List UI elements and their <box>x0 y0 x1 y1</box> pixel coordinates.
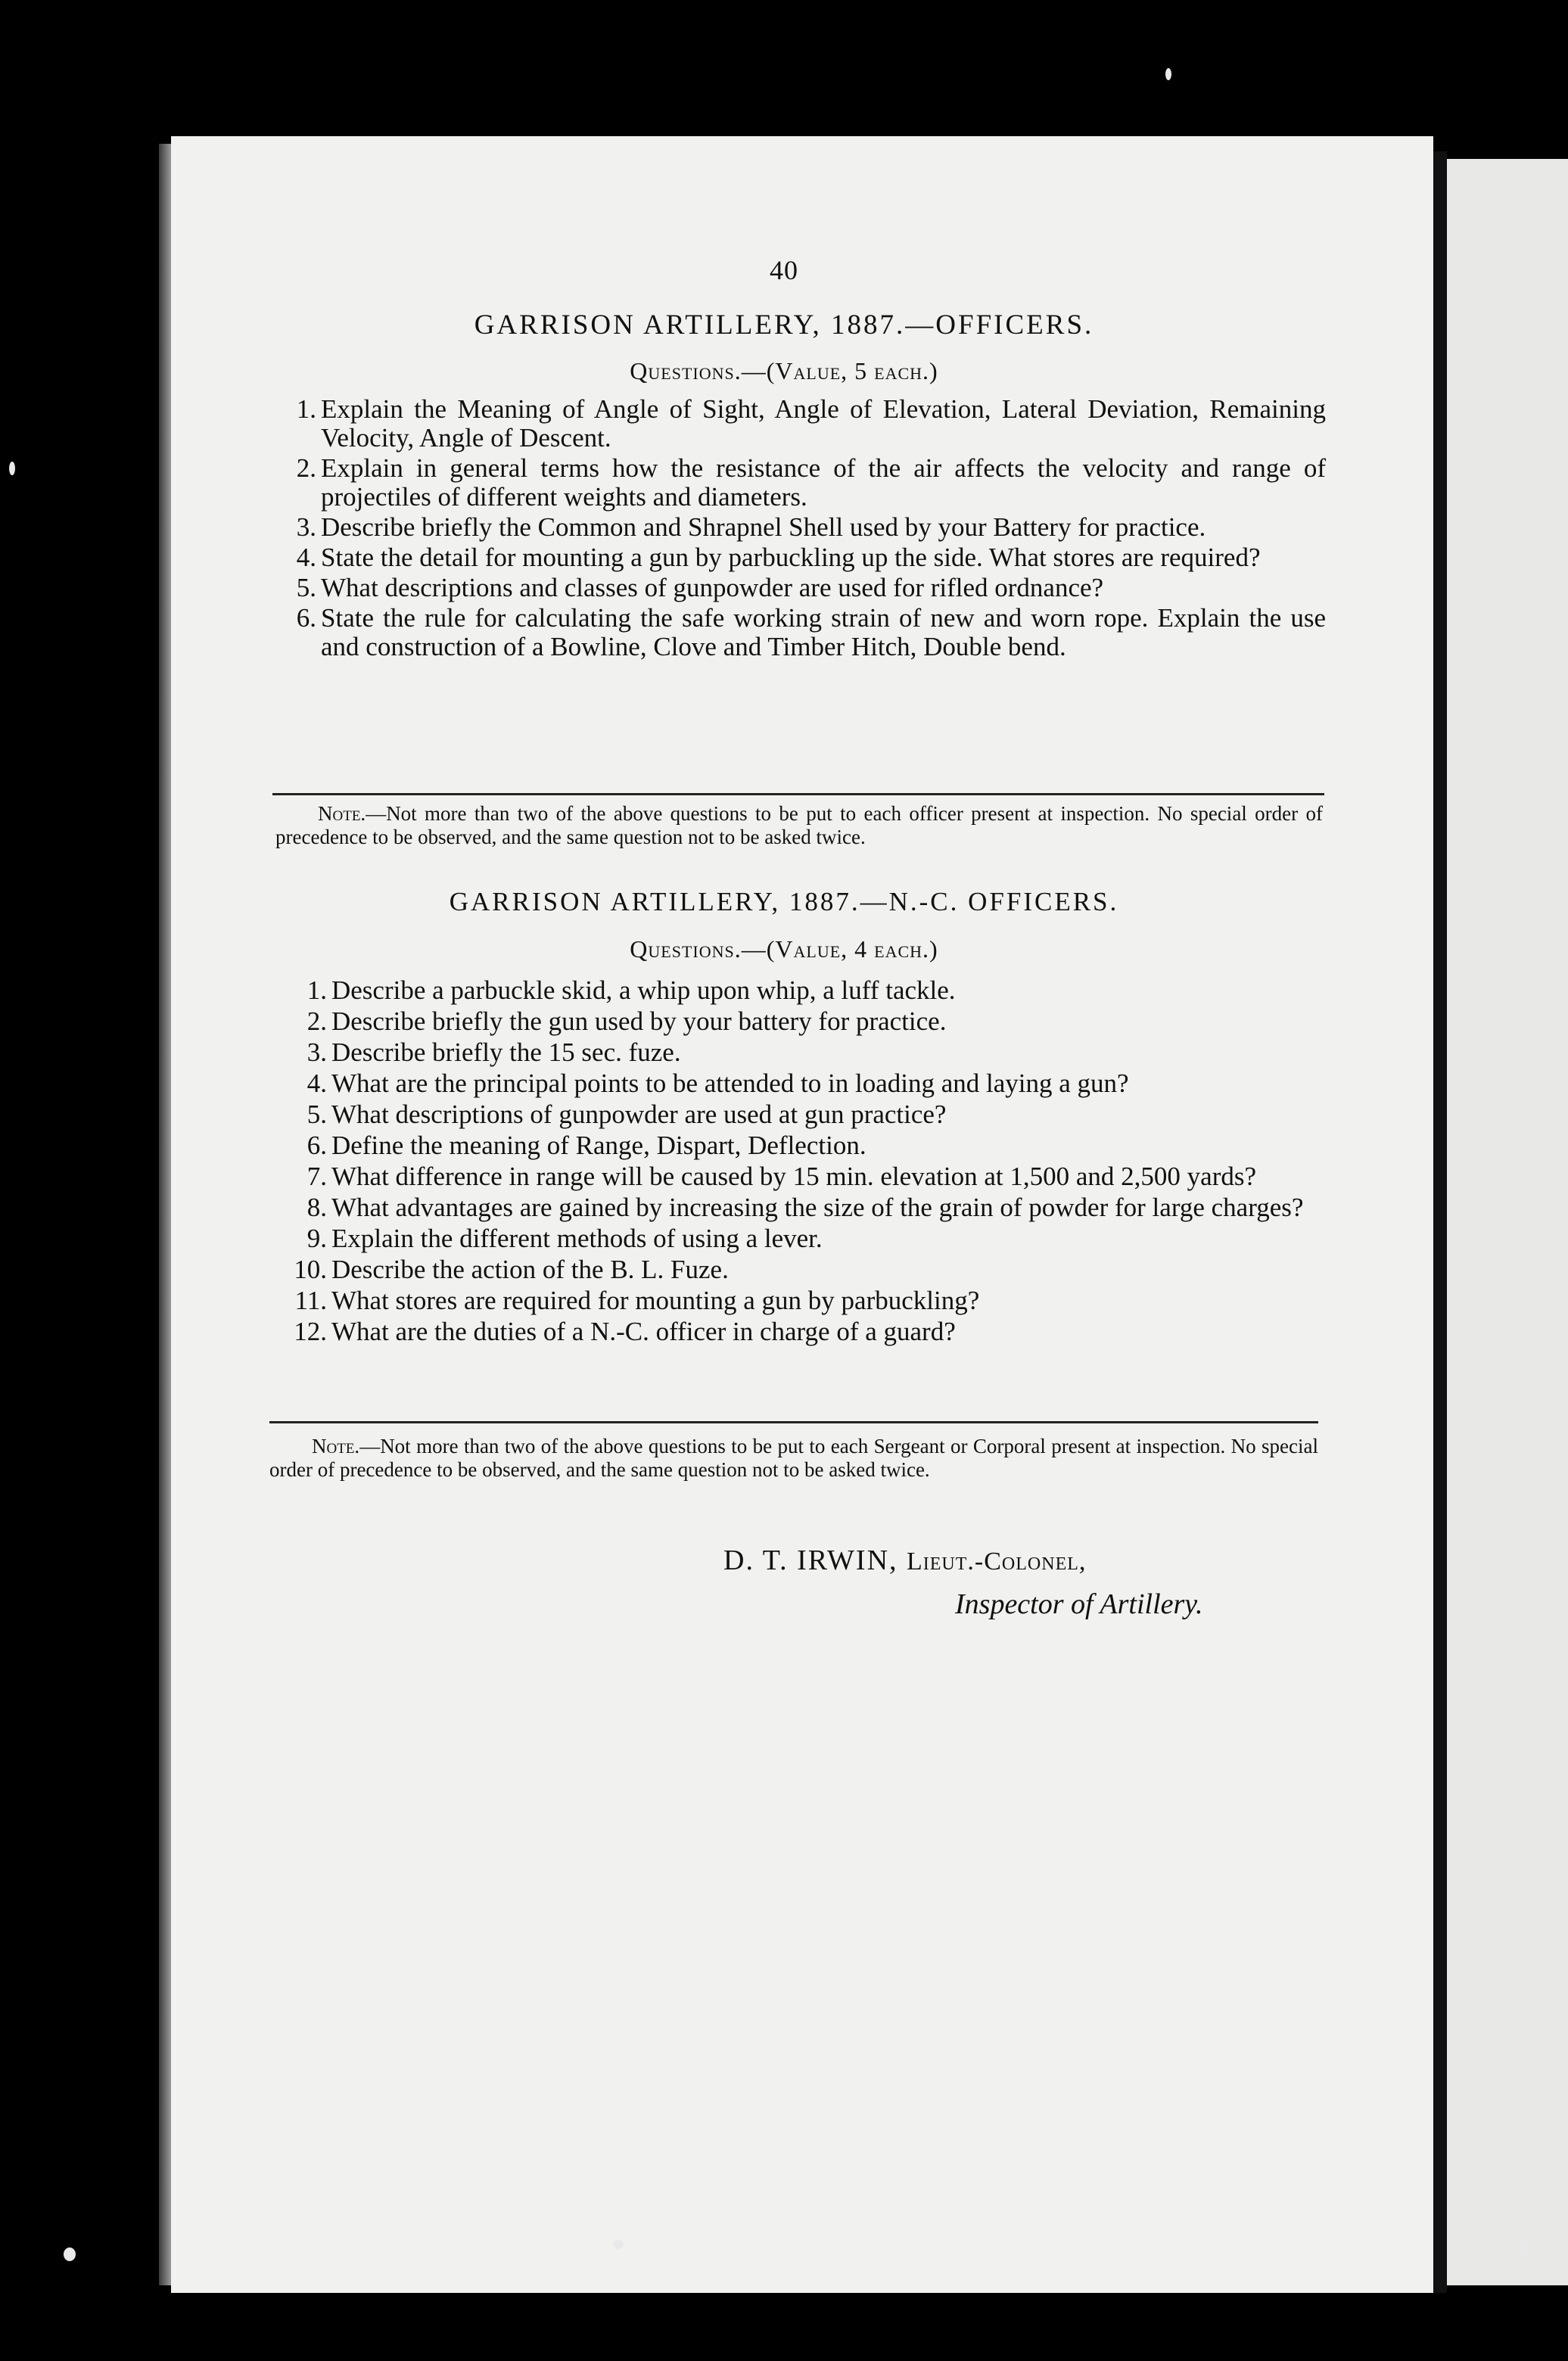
question-text: State the detail for mounting a gun by parbuckling up the side. What stores are required? <box>321 543 1261 572</box>
question-item <box>282 1224 1320 1253</box>
section1-title: GARRISON ARTILLERY, 1887.—OFFICERS. <box>474 310 1094 341</box>
question-number: 2. <box>296 453 316 483</box>
section1-subtitle: Questions.—(Value, 5 each.) <box>630 357 938 384</box>
question-number: 3. <box>296 512 316 542</box>
question-text: Define the meaning of Range, Dispart, Deflection. <box>331 1131 866 1160</box>
question-number: 6. <box>296 603 316 633</box>
section2-rule <box>269 1421 1318 1423</box>
question-text: What are the duties of a N.-C. officer in charge of a guard? <box>331 1317 956 1346</box>
section1-question-list <box>271 395 1326 663</box>
question-text: What difference in range will be caused by 15 min. elevation at 1,500 and 2,500 yards? <box>331 1162 1257 1191</box>
question-item <box>271 543 1326 572</box>
question-item <box>271 604 1326 661</box>
question-text: Explain the Meaning of Angle of Sight, Angle of Elevation, Lateral Deviation, Remaining Velocity, Angle of Descent. <box>321 394 1326 453</box>
question-number: 12. <box>294 1317 327 1346</box>
question-item <box>282 1100 1320 1129</box>
section2-note-text: —Not more than two of the above questions to be put to each Sergeant or Corporal present at inspection. No special order of precedence to be observed, and the same question not to be asked twice. <box>269 1435 1318 1481</box>
question-item <box>282 1193 1320 1222</box>
signature-rank: Lieut.-Colonel, <box>907 1548 1087 1576</box>
question-text: What descriptions and classes of gunpowder are used for rifled ordnance? <box>321 573 1104 602</box>
question-number: 1. <box>296 394 316 424</box>
question-item <box>282 1162 1320 1191</box>
question-text: Describe briefly the Common and Shrapnel Shell used by your Battery for practice. <box>321 512 1206 542</box>
question-item <box>271 574 1326 602</box>
adjacent-page <box>1447 159 1568 2285</box>
question-number: 4. <box>306 1069 327 1098</box>
signature-role: Inspector of Artillery. <box>955 1588 1203 1620</box>
question-item <box>282 1038 1320 1067</box>
question-number: 6. <box>306 1131 327 1160</box>
section2-note <box>269 1435 1318 1482</box>
section1-note-text: —Not more than two of the above questions to be put to each officer present at inspection. No special order of precedence to be observed, and the same question not to be asked twice. <box>275 802 1323 848</box>
question-number: 5. <box>296 573 316 602</box>
scan-speck <box>613 2240 624 2249</box>
section2-subtitle: Questions.—(Value, 4 each.) <box>630 935 938 963</box>
signature-name <box>723 1544 1086 1577</box>
question-item <box>282 1317 1320 1346</box>
question-text: What advantages are gained by increasing the size of the grain of powder for large charges? <box>331 1193 1304 1222</box>
question-item <box>282 976 1320 1005</box>
scan-speck <box>1517 2240 1527 2255</box>
question-item <box>271 513 1326 542</box>
question-text: Explain in general terms how the resistance of the air affects the velocity and range of projectiles of different weights and diameters. <box>321 453 1326 512</box>
section1-rule <box>272 793 1324 795</box>
question-text: What stores are required for mounting a gun by parbuckling? <box>331 1286 980 1315</box>
question-number: 10. <box>294 1255 327 1284</box>
scan-speck <box>64 2247 76 2261</box>
question-text: Describe briefly the gun used by your battery for practice. <box>331 1006 947 1036</box>
question-item <box>282 1131 1320 1160</box>
question-number: 9. <box>306 1224 327 1253</box>
question-number: 8. <box>306 1193 327 1222</box>
question-text: Describe the action of the B. L. Fuze. <box>331 1255 729 1284</box>
section2-question-list <box>282 976 1320 1348</box>
scan-speck <box>9 462 15 475</box>
section1-note <box>275 802 1323 849</box>
question-text: Describe briefly the 15 sec. fuze. <box>331 1037 681 1067</box>
question-number: 3. <box>306 1037 327 1067</box>
question-item <box>271 454 1326 512</box>
page-gap <box>1433 151 1447 2293</box>
question-number: 5. <box>306 1100 327 1129</box>
question-item <box>271 395 1326 453</box>
question-text: What descriptions of gunpowder are used at gun practice? <box>331 1100 947 1129</box>
section2-note-lead: Note. <box>312 1435 360 1457</box>
question-number: 7. <box>306 1162 327 1191</box>
signature-name-text: D. T. IRWIN, <box>723 1544 898 1576</box>
section2-title: GARRISON ARTILLERY, 1887.—N.-C. OFFICERS. <box>449 887 1119 916</box>
question-number: 11. <box>294 1286 327 1315</box>
question-item <box>282 1286 1320 1315</box>
question-number: 4. <box>296 543 316 572</box>
question-item <box>282 1069 1320 1098</box>
question-text: Explain the different methods of using a lever. <box>331 1224 823 1253</box>
question-item <box>282 1255 1320 1284</box>
question-text: State the rule for calculating the safe working strain of new and worn rope. Explain the use and construction of a Bowline, Clove and Timber Hitch, Double bend. <box>321 603 1326 661</box>
section1-note-lead: Note. <box>318 802 366 825</box>
page-number: 40 <box>770 255 798 285</box>
question-item <box>282 1007 1320 1036</box>
question-number: 2. <box>306 1006 327 1036</box>
question-number: 1. <box>306 975 327 1005</box>
question-text: Describe a parbuckle skid, a whip upon whip, a luff tackle. <box>331 975 956 1005</box>
question-text: What are the principal points to be attended to in loading and laying a gun? <box>331 1069 1129 1098</box>
scan-speck <box>1165 68 1171 80</box>
